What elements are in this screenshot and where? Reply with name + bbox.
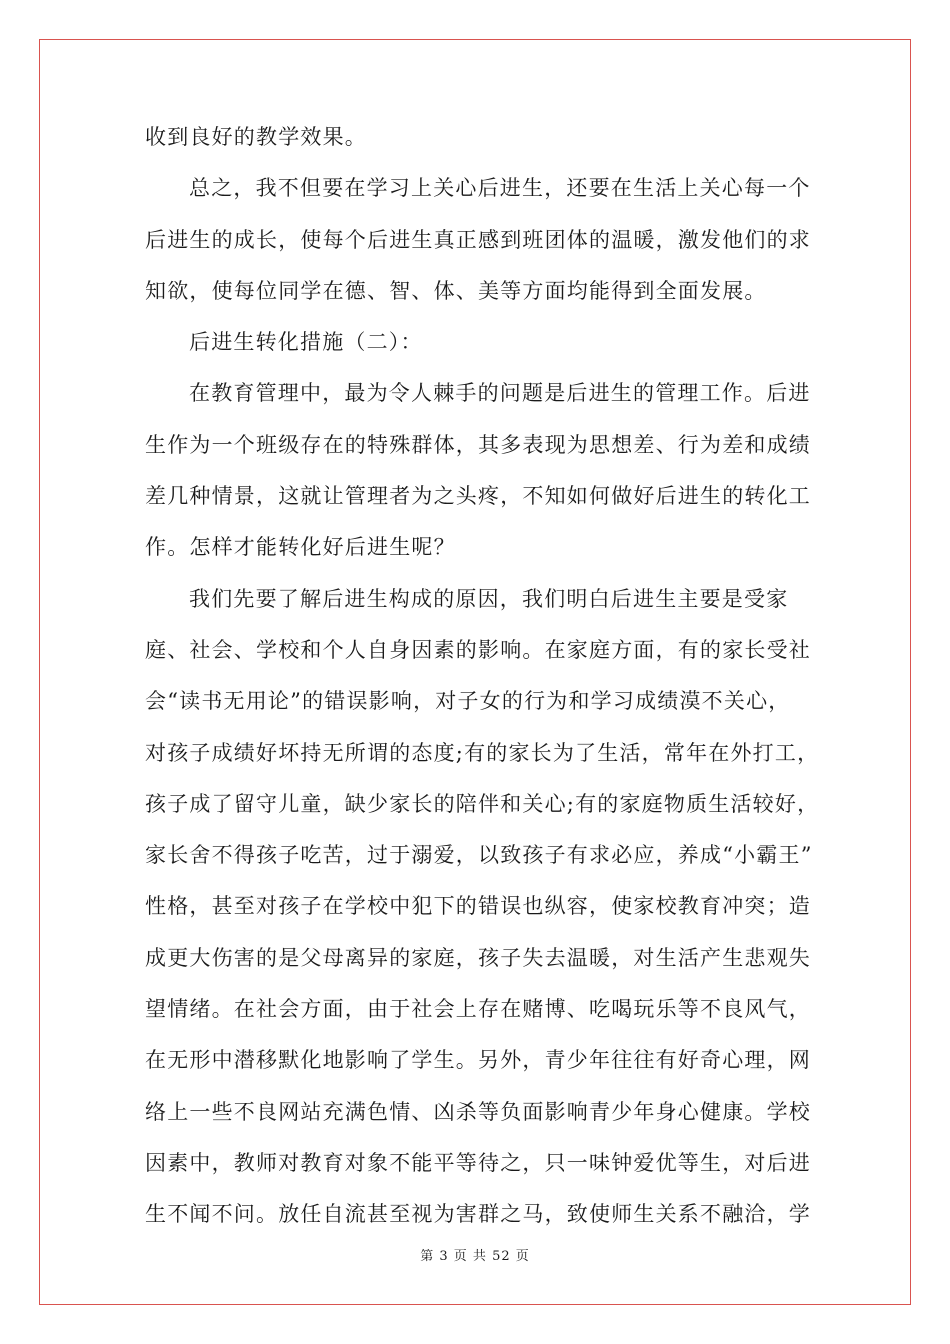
text-line: 因素中，教师对教育对象不能平等待之，只一味钟爱优等生，对后进 (145, 1150, 811, 1175)
text-line: 我们先要了解后进生构成的原因，我们明白后进生主要是受家 (189, 586, 789, 611)
document-body (145, 112, 820, 1241)
text-line: 家长舍不得孩子吃苦，过于溺爱，以致孩子有求必应，养成“小霸王” (145, 843, 813, 868)
text-line: 在无形中潜移默化地影响了学生。另外，青少年往往有好奇心理，网 (145, 1048, 811, 1073)
text-line: 知欲，使每位同学在德、智、体、美等方面均能得到全面发展。 (145, 278, 767, 303)
text-line: 络上一些不良网站充满色情、凶杀等负面影响青少年身心健康。学校 (145, 1099, 811, 1124)
total-page-count: 52 (492, 1249, 511, 1264)
text-line: 性格，甚至对孩子在学校中犯下的错误也纵容，使家校教育冲突；造 (145, 894, 811, 919)
current-page-number: 3 (439, 1249, 449, 1264)
text-line: 对孩子成绩好坏持无所谓的态度;有的家长为了生活，常年在外打工， (145, 740, 820, 765)
text-line: 成更大伤害的是父母离异的家庭，孩子失去温暖，对生活产生悲观失 (145, 945, 811, 970)
text-line: 在教育管理中，最为令人棘手的问题是后进生的管理工作。后进 (189, 381, 811, 406)
page-label-suffix: 页 (515, 1249, 530, 1264)
page-footer (0, 1248, 950, 1266)
text-line: 庭、社会、学校和个人自身因素的影响。在家庭方面，有的家长受社 (145, 637, 811, 662)
page-label-mid: 页 共 (453, 1249, 487, 1264)
text-line: 作。怎样才能转化好后进生呢？ (145, 535, 456, 560)
page-label-prefix: 第 (420, 1249, 435, 1264)
text-line: 生不闻不问。放任自流甚至视为害群之马，致使师生关系不融洽，学 (145, 1202, 811, 1227)
text-line: 差几种情景，这就让管理者为之头疼，不知如何做好后进生的转化工 (145, 484, 811, 509)
text-line: 生作为一个班级存在的特殊群体，其多表现为思想差、行为差和成绩 (145, 432, 811, 457)
text-line: 望情绪。在社会方面，由于社会上存在赌博、吃喝玩乐等不良风气， (145, 997, 811, 1022)
text-line: 孩子成了留守儿童，缺少家长的陪伴和关心;有的家庭物质生活较好， (145, 791, 820, 816)
section-heading: 后进生转化措施（二）： (189, 330, 423, 355)
text-line: 会“读书无用论”的错误影响，对子女的行为和学习成绩漠不关心， (145, 689, 791, 714)
text-line: 总之，我不但要在学习上关心后进生，还要在生活上关心每一个 (189, 176, 811, 201)
text-line: 收到良好的教学效果。 (145, 125, 367, 149)
text-line: 后进生的成长，使每个后进生真正感到班团体的温暖，激发他们的求 (145, 227, 811, 252)
